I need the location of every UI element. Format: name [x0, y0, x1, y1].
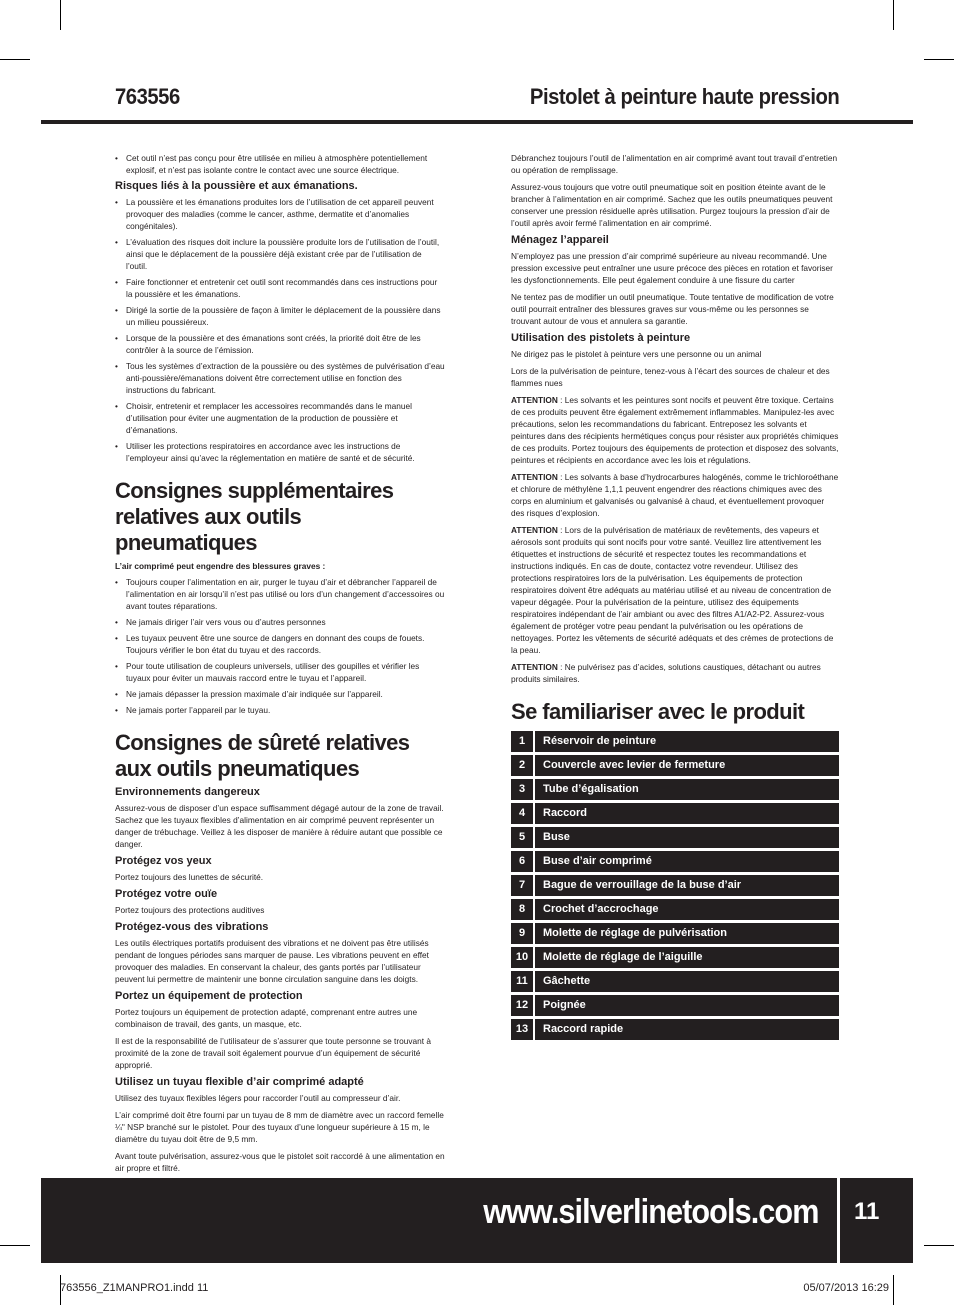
- list-item: • Dirigé la sortie de la poussière de façon à limiter le déplacement de la poussière dans un milieu poussiéreux.: [115, 304, 445, 328]
- attention-paragraph: [511, 524, 839, 656]
- paragraph: Assurez-vous toujours que votre outil pneumatique soit en position éteinte avant de le brancher à l’alimentation en air comprimé. Sachez que les outils pneumatiques peuvent conserver une pression résiduelle après utilisation. Purgez toujours la pression d’air de l’outil après avoir fermé l’alimentation en air comprimé.: [511, 182, 833, 228]
- hose-text: Avant toute pulvérisation, assurez-vous que le pistolet soit raccordé à une alimentation en air propre et filtré.: [115, 1151, 445, 1173]
- part-row: [511, 827, 839, 848]
- part-row: [511, 923, 839, 944]
- hose-heading: Utilisez un tuyau flexible d’air comprimé adapté: [115, 1076, 364, 1088]
- list-item: • L’évaluation des risques doit inclure la poussière produite lors de l’utilisation de l’outil, ainsi que le déplacement de la poussière déjà existant crée par de l’utilisation de l’outil.: [115, 236, 445, 272]
- paragraph: Ne dirigez pas le pistolet à peinture vers une personne ou un animal: [511, 349, 762, 359]
- part-row: [511, 755, 839, 776]
- slug-date: 05/07/2013 16:29: [803, 1282, 889, 1294]
- left-column: [115, 152, 445, 1224]
- ppe-text: Portez toujours un équipement de protection adapté, comprenant entre autres une combinaison de travail, des gants, un masque, etc.: [115, 1007, 418, 1029]
- dust-bullet-list: [115, 196, 445, 464]
- paragraph: Débranchez toujours l’outil de l’alimentation en air comprimé avant tout travail d’entretien ou opération de remplissage.: [511, 153, 838, 175]
- part-label: Crochet d’accrochage: [543, 903, 659, 915]
- part-number: 7: [511, 875, 535, 896]
- paragraph: Lors de la pulvérisation de peinture, tenez-vous à l’écart des sources de chaleur et des flammes nues: [511, 366, 830, 388]
- part-number: 2: [511, 755, 535, 776]
- attention-label: ATTENTION: [511, 662, 558, 672]
- crop-mark: [0, 1245, 30, 1246]
- part-row: [511, 995, 839, 1016]
- part-number: 1: [511, 731, 535, 752]
- environment-heading: Environnements dangereux: [115, 786, 260, 798]
- list-item: • Tous les systèmes d’extraction de la poussière ou des systèmes de pulvérisation d’eau anti-poussière/émanations doivent être correctement utilise en fonction des instructions du fabricant.: [115, 360, 445, 396]
- product-number: 763556: [115, 84, 180, 109]
- eyes-heading: Protégez vos yeux: [115, 855, 212, 867]
- part-label: Molette de réglage de pulvérisation: [543, 927, 727, 939]
- crop-mark: [0, 59, 30, 60]
- part-label: Couvercle avec levier de fermeture: [543, 759, 726, 771]
- part-number: 5: [511, 827, 535, 848]
- attention-paragraph: [511, 661, 839, 685]
- attention-paragraph: [511, 471, 839, 519]
- supplementary-heading: Consignes supplémentaires relatives aux outils pneumatiques: [115, 478, 394, 555]
- list-item: • Cet outil n’est pas conçu pour être utilisée en milieu à atmosphère potentiellement explosif, et n’est pas isolante contre le contact avec une source électrique.: [115, 152, 445, 176]
- list-item: • Utiliser les protections respiratoires en accordance avec les instructions de l’employeur ainsi qu’avec la réglementation en matière de santé et de sécurité.: [115, 440, 445, 464]
- spray-guns-heading: Utilisation des pistolets à peinture: [511, 332, 691, 344]
- part-number: 4: [511, 803, 535, 824]
- supplementary-bullet-list: [115, 576, 445, 716]
- website-link[interactable]: www.silverlinetools.com: [483, 1193, 819, 1231]
- part-row: [511, 899, 839, 920]
- right-column: [511, 152, 839, 1043]
- eyes-text: Portez toujours des lunettes de sécurité.: [115, 872, 264, 882]
- ears-text: Portez toujours des protections auditives: [115, 905, 265, 915]
- part-row: [511, 731, 839, 752]
- safety-heading: Consignes de sûreté relatives aux outils pneumatiques: [115, 730, 410, 781]
- part-row: [511, 1019, 839, 1040]
- parts-list: [511, 731, 839, 1040]
- list-item: • Ne jamais porter l’appareil par le tuyau.: [115, 704, 445, 716]
- hose-text: Utilisez des tuyaux flexibles légers pour raccorder l’outil au compresseur d’air.: [115, 1093, 401, 1103]
- part-number: 12: [511, 995, 535, 1016]
- list-item: • Ne jamais dépasser la pression maximale d’air indiquée sur l’appareil.: [115, 688, 445, 700]
- part-number: 11: [511, 971, 535, 992]
- list-item: • Toujours couper l’alimentation en air, purger le tuyau d’air et débrancher l’appareil de l’alimentation en air lorsqu’il n’est pas utilisé ou lors d’un changement d’accessoires ou avant toutes réparations.: [115, 576, 445, 612]
- part-label: Buse: [543, 831, 570, 843]
- page-title: Pistolet à peinture haute pression: [529, 84, 839, 109]
- crop-mark: [893, 0, 894, 30]
- page-number: 11: [854, 1198, 880, 1225]
- slug-filename: 763556_Z1MANPRO1.indd 11: [60, 1282, 209, 1294]
- vibration-text: Les outils électriques portatifs produisent des vibrations et ne doivent pas être utilisés pendant de longues périodes sans marquer de pause. Les vibrations peuvent en effet provoquer des maladies. En conservant la chaleur, des gants portés par l’utilisateur peuvent lui permettre de maintenir une bonne circulation sanguine dans les doigts.: [115, 938, 429, 984]
- product-heading: Se familiariser avec le produit: [511, 699, 805, 724]
- attention-paragraph: [511, 394, 839, 466]
- crop-mark: [924, 1245, 954, 1246]
- page-number-box: [840, 1178, 913, 1263]
- intro-bullet-list: [115, 152, 445, 176]
- part-row: [511, 875, 839, 896]
- attention-text: : Les solvants à base d’hydrocarbures halogénés, comme le trichloroéthane et chlorure de méthylène 1,1,1 peuvent engendrer des réactions chimiques avec des corps en aluminium et galvanisés ou galvanisé à chaud, et éventuellement provoquer des risques d’explosion.: [511, 472, 839, 518]
- supplementary-intro: L’air comprimé peut engendre des blessures graves :: [115, 561, 326, 571]
- hose-text: L’air comprimé doit être fourni par un tuyau de 8 mm de diamètre avec un raccord femelle ¼" NSP branché sur le pistolet. Pour des tuyaux d’une longueur supérieure à 15 m, le diamètre du tuyau doit être de 9,5 mm.: [115, 1110, 444, 1144]
- footer-bar: [41, 1178, 837, 1263]
- crop-mark: [893, 1275, 894, 1305]
- list-item: • Ne jamais diriger l’air vers vous ou d’autres personnes: [115, 616, 445, 628]
- part-number: 3: [511, 779, 535, 800]
- part-row: [511, 947, 839, 968]
- part-label: Bague de verrouillage de la buse d’air: [543, 879, 742, 891]
- list-item: • Pour toute utilisation de coupleurs universels, utiliser des goupilles et vérifier les tuyaux pour éviter un mauvais raccord entre le tuyau et l’appareil.: [115, 660, 445, 684]
- part-label: Réservoir de peinture: [543, 735, 657, 747]
- list-item: • Les tuyaux peuvent être une source de dangers en donnant des coups de fouets. Toujours vérifier le bon état du tuyau et des raccords.: [115, 632, 445, 656]
- part-label: Tube d’égalisation: [543, 783, 639, 795]
- part-label: Gâchette: [543, 975, 591, 987]
- attention-text: : Lors de la pulvérisation de matériaux de revêtements, des vapeurs et aérosols sont produits qui sont nocifs pour votre santé. Veuillez lire attentivement les étiquettes et instructions de sécurité et respectez toutes les recommandations et instructions indiqués. En cas de doute, contactez votre revendeur. Utilisez des protections respiratoires lors de la pulvérisation. Les équipements de protection respiratoires doivent être adéquats au matériau utilisé et au niveau de concentration de vapeur dégagée. Pour la pulvérisation de la peinture, utilisez des équipements respiratoires indépendant de l’air ambiant ou avec des filtres A1/A2-P2. Assurez-vous également de protéger votre peau pendant la pulvérisation ou les opérations de nettoyages. Portez les vêtements de sécurité adéquats et des crèmes de protections de la peau.: [511, 525, 834, 655]
- part-number: 13: [511, 1019, 535, 1040]
- environment-text: Assurez-vous de disposer d’un espace suffisamment dégagé autour de la zone de travail. Sachez que les tuyaux flexibles d’alimentation en air comprimé peuvent représenter un danger de trébuchage. Veillez à les disposer de manière à réduire autant que possible ce danger.: [115, 803, 444, 849]
- list-item: • Faire fonctionner et entretenir cet outil sont recommandés dans ces instructions pour la poussière et les émanations.: [115, 276, 445, 300]
- attention-label: ATTENTION: [511, 525, 558, 535]
- list-item: • Choisir, entretenir et remplacer les accessoires recommandés dans le manuel d’utilisation pour éviter une augmentation de la production de poussière et d’émanations.: [115, 400, 445, 436]
- crop-mark: [60, 0, 61, 30]
- attention-text: : Les solvants et les peintures sont nocifs et peuvent être toxique. Certains de ces produits peuvent être également extrêmement inflammables. Manipulez-les avec précautions, selon les recommandations du fabricant. Entreposez les solvants et peintures dans des récipients hermétiques conçus pour résister aux propriétés chimiques de ces produits. Portez toujours des équipements de protection et disposez des solvants, peintures et récipients en accordance avec les lois et régulations.: [511, 395, 839, 465]
- list-item: • Lorsque de la poussière et des émanations sont créés, la priorité doit être de les contrôler à la source de l’émission.: [115, 332, 445, 356]
- part-row: [511, 971, 839, 992]
- part-number: 8: [511, 899, 535, 920]
- part-row: [511, 851, 839, 872]
- part-number: 9: [511, 923, 535, 944]
- ppe-text: Il est de la responsabilité de l’utilisateur de s’assurer que toute personne se trouvant à proximité de la zone de travail soit également pourvue d’un équipement de sécurité approprié.: [115, 1036, 431, 1070]
- header-rule: [41, 120, 913, 124]
- part-label: Poignée: [543, 999, 586, 1011]
- dust-heading: Risques liés à la poussière et aux émanations.: [115, 180, 358, 192]
- part-label: Buse d’air comprimé: [543, 855, 652, 867]
- attention-label: ATTENTION: [511, 472, 558, 482]
- crop-mark: [924, 59, 954, 60]
- ears-heading: Protégez votre ouïe: [115, 888, 218, 900]
- paragraph: N’employez pas une pression d’air comprimé supérieure au niveau recommandé. Une pression excessive peut entraîner une usure précoce des pièces en rotation et favoriser les dysfonctionnements. Elle peut également conduire à une fissure du carter: [511, 251, 833, 285]
- vibration-heading: Protégez-vous des vibrations: [115, 921, 269, 933]
- part-row: [511, 779, 839, 800]
- part-row: [511, 803, 839, 824]
- ppe-heading: Portez un équipement de protection: [115, 990, 303, 1002]
- part-label: Raccord: [543, 807, 588, 819]
- part-number: 10: [511, 947, 535, 968]
- part-number: 6: [511, 851, 535, 872]
- device-heading: Ménagez l’appareil: [511, 234, 609, 246]
- attention-label: ATTENTION: [511, 395, 558, 405]
- attention-text: : Ne pulvérisez pas d’acides, solutions caustiques, détachant ou autres produits similaires.: [511, 662, 821, 684]
- paragraph: Ne tentez pas de modifier un outil pneumatique. Toute tentative de modification de votre outil pourrait entraîner des blessures graves sur vous-même ou les personnes se trouvant autour de vous et annulera sa garantie.: [511, 292, 834, 326]
- part-label: Molette de réglage de l’aiguille: [543, 951, 703, 963]
- part-label: Raccord rapide: [543, 1023, 624, 1035]
- list-item: • La poussière et les émanations produites lors de l’utilisation de cet appareil peuvent provoquer des maladies (comme le cancer, asthme, dermatite et d’anomalies congénitales).: [115, 196, 445, 232]
